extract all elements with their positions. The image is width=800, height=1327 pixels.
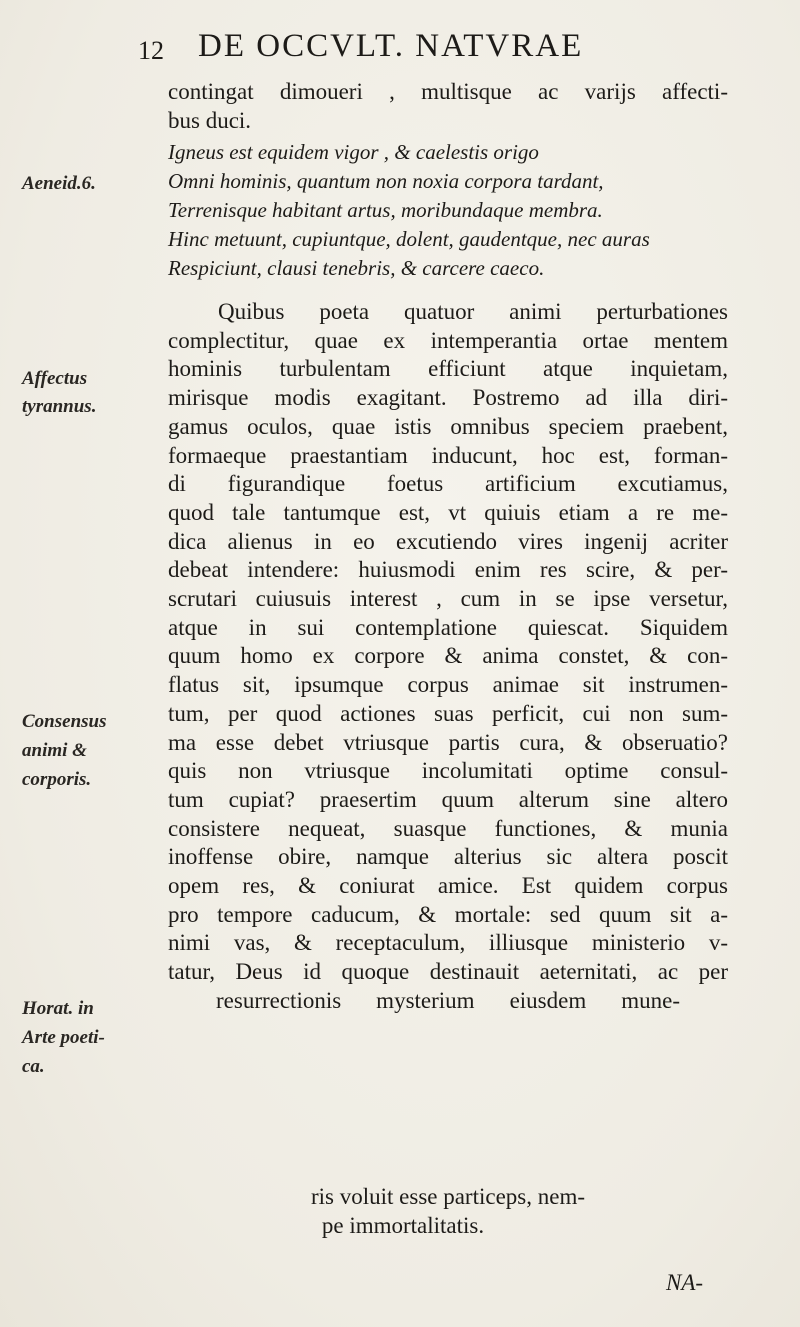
text-line: hominis turbulentam efficiunt atque inquietam, <box>168 356 728 382</box>
main-paragraph <box>168 298 728 1016</box>
text-line: pro tempore caducum, & mortale: sed quum sit a- <box>168 901 728 927</box>
text-line: quis non vtriusque incolumitati optime consul- <box>168 758 728 784</box>
text-line: scrutari cuiusuis interest , cum in se ipse versetur, <box>168 586 728 612</box>
text-line: dica alienus in eo excutiendo vires ingenij acriter <box>168 528 728 554</box>
text-line: opem res, & coniurat amice. Est quidem corpus <box>168 873 728 899</box>
text-line: debeat intendere: huiusmodi enim res scire, & per- <box>168 557 728 583</box>
text-line: nimi vas, & receptaculum, illiusque ministerio v- <box>168 930 728 956</box>
margin-note-corporis: corporis. <box>22 769 92 790</box>
text-line: pe immortalitatis. <box>321 1212 485 1238</box>
text-line: quum homo ex corpore & anima constet, & con- <box>168 643 728 669</box>
text-line: contingat dimoueri , multisque ac varijs affecti- <box>168 79 728 104</box>
text-line: formaeque praestantiam inducunt, hoc est, forman- <box>168 442 728 468</box>
text-line: tum, per quod actiones suas perficit, cui non sum- <box>168 700 728 726</box>
text-line: ris voluit esse particeps, nem- <box>310 1184 585 1209</box>
running-title: DE OCCVLT. NATVRAE <box>198 28 584 64</box>
text-line: gamus oculos, quae istis omnibus speciem praebent, <box>168 413 728 439</box>
text-line: flatus sit, ipsumque corpus animae sit instrumen- <box>168 672 728 698</box>
verse-quotation <box>168 138 728 283</box>
margin-note-aeneid: Aeneid.6. <box>22 173 96 194</box>
verse-line: Terrenisque habitant artus, moribundaque membra. <box>168 198 603 222</box>
text-line: complectitur, quae ex intemperantia ortae mentem <box>168 327 728 353</box>
verse-line: Respiciunt, clausi tenebris, & carcere caeco. <box>168 256 545 280</box>
verse-line: Omni hominis, quantum non noxia corpora tardant, <box>168 169 604 193</box>
text-line: tatur, Deus id quoque destinauit aeternitati, ac per <box>168 959 728 985</box>
text-line: di figurandique foetus artificium excutiamus, <box>168 471 728 497</box>
margin-note-arte-poeti: Arte poeti- <box>22 1027 105 1048</box>
closing-lines <box>168 1183 728 1240</box>
text-line: Quibus poeta quatuor animi perturbationes <box>218 299 728 324</box>
text-line: quod tale tantumque est, vt quiuis etiam a re me- <box>168 499 728 525</box>
verse-line: Igneus est equidem vigor , & caelestis origo <box>168 140 539 164</box>
text-line: consistere nequeat, suasque functiones, & munia <box>168 815 728 841</box>
text-line: atque in sui contemplatione quiescat. Siquidem <box>168 614 728 640</box>
margin-note-animi: animi & <box>22 740 87 761</box>
page-header <box>138 22 718 72</box>
margin-note-consensus: Consensus <box>22 711 107 732</box>
margin-note-horat: Horat. in <box>22 998 94 1019</box>
intro-paragraph <box>168 78 728 135</box>
text-line: tum cupiat? praesertim quum alterum sine altero <box>168 786 728 812</box>
text-line: bus duci. <box>168 107 252 133</box>
page-number: 12 <box>138 36 164 65</box>
margin-note-tyrannus: tyrannus. <box>22 396 97 417</box>
text-line: resurrectionis mysterium eiusdem mune- <box>216 987 680 1013</box>
verse-line: Hinc metuunt, cupiuntque, dolent, gaudentque, nec auras <box>168 227 650 251</box>
text-line: mirisque modis exagitant. Postremo ad illa diri- <box>168 385 728 411</box>
text-line: ma esse debet vtriusque partis cura, & obseruatio? <box>168 729 728 755</box>
margin-note-affectus: Affectus <box>22 368 88 389</box>
margin-note-ca: ca. <box>22 1056 45 1077</box>
catchword: NA- <box>666 1270 704 1295</box>
text-line: inoffense obire, namque alterius sic altera poscit <box>168 844 728 870</box>
